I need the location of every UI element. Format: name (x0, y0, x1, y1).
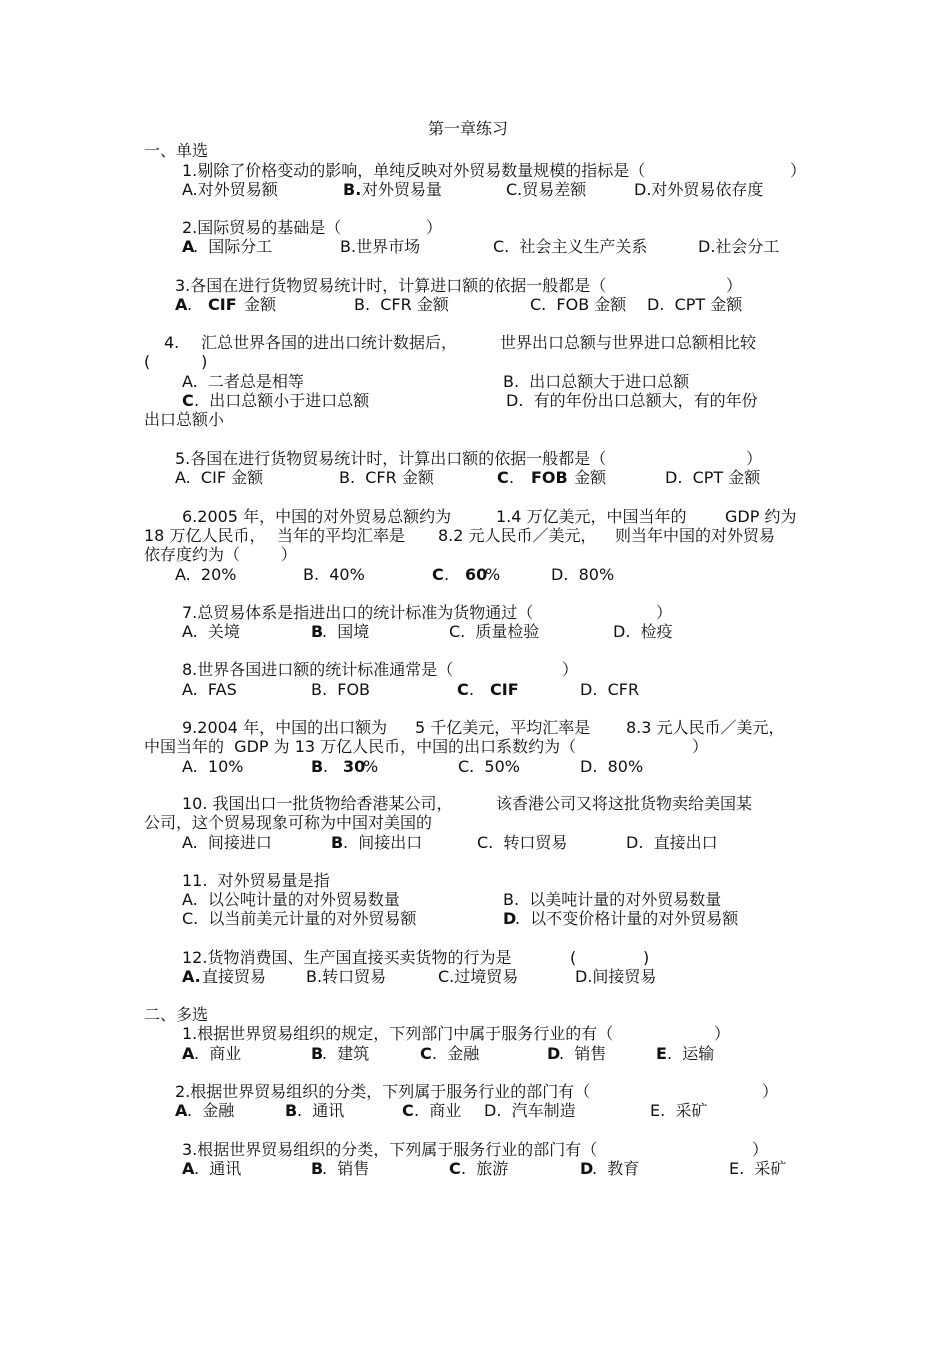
q7-stem: 7.总贸易体系是指进出口的统计标准为货物通过（ (182, 603, 534, 622)
q3-option-a-dot: . (187, 295, 193, 314)
q6-line2c: 8.2 元人民币／美元， (438, 526, 597, 545)
q7-option-c: C. 质量检验 (449, 622, 540, 641)
q3-option-b: B. CFR 金额 (354, 295, 449, 314)
m2-option-e: E. 采矿 (650, 1101, 708, 1120)
q11-option-d-key: D (503, 909, 517, 928)
m2-option-c-key: C (402, 1101, 414, 1120)
q6-option-c-key: C (432, 565, 444, 584)
m3-option-d: . 教育 (592, 1159, 640, 1178)
q5-option-b: B. CFR 金额 (339, 468, 434, 487)
q2-close-paren: ） (426, 218, 443, 237)
q9-line1b: 5 千亿美元，平均汇率是 (415, 718, 591, 737)
q2-option-c: C. 社会主义生产关系 (493, 237, 648, 256)
m2-option-a: . 金融 (187, 1101, 235, 1120)
q4-option-d-continued: 出口总额小 (144, 410, 225, 429)
q6-line2a: 18 万亿人民币， (144, 526, 266, 545)
m3-option-c: . 旅游 (461, 1159, 509, 1178)
q6-line1a: 6.2005 年，中国的对外贸易总额约为 (182, 507, 452, 526)
q8-option-c-value: CIF (490, 680, 519, 699)
m1-stem: 1.根据世界贸易组织的规定，下列部门中属于服务行业的有（ (182, 1024, 614, 1043)
m1-option-d-key: D (547, 1044, 561, 1063)
q9-option-b-dot: . (323, 757, 329, 776)
q3-option-d: D. CPT 金额 (647, 295, 743, 314)
section-single-choice: 一、单选 (144, 141, 209, 160)
m1-option-a-key: A (182, 1044, 195, 1063)
m2-option-a-key: A (175, 1101, 188, 1120)
q6-option-c-dot: . (444, 565, 450, 584)
q3-option-c: C. FOB 金额 (530, 295, 627, 314)
q11-option-d: . 以不变价格计量的对外贸易额 (515, 909, 739, 928)
q5-stem: 5.各国在进行货物贸易统计时，计算出口额的依据一般都是（ (175, 449, 607, 468)
q11-option-c: C. 以当前美元计量的对外贸易额 (182, 909, 417, 928)
q9-option-d: D. 80% (580, 757, 644, 776)
q10-option-a: A. 间接进口 (182, 833, 272, 852)
q4-option-c: . 出口总额小于进口总额 (194, 391, 370, 410)
q11-option-b: B. 以美吨计量的对外贸易数量 (503, 890, 722, 909)
m2-close-paren: ） (762, 1082, 779, 1101)
q1-option-a: A.对外贸易额 (182, 180, 278, 199)
m2-option-c: . 商业 (414, 1101, 462, 1120)
m2-stem: 2.根据世界贸易组织的分类，下列属于服务行业的部门有（ (175, 1082, 591, 1101)
m3-option-c-key: C (449, 1159, 461, 1178)
q9-option-b-value: 30 (343, 757, 366, 776)
q4-option-d: D. 有的年份出口总额大，有的年份 (506, 391, 758, 410)
m1-option-e-key: E (656, 1044, 667, 1063)
m1-option-a: . 商业 (194, 1044, 242, 1063)
section-multi-choice: 二、多选 (144, 1005, 209, 1024)
q10-option-d: D. 直接出口 (626, 833, 718, 852)
q4-stem: 汇总世界各国的进出口统计数据后， (201, 333, 458, 352)
q10-line2: 公司，这个贸易现象可称为中国对美国的 (144, 813, 433, 832)
m1-option-c: . 金融 (432, 1044, 480, 1063)
q7-close-paren: ） (656, 603, 673, 622)
q12-close-paren: ) (643, 948, 650, 967)
q12-option-b: B.转口贸易 (306, 967, 387, 986)
q5-option-c-rest: 金额 (569, 468, 607, 487)
q5-option-c-dot: . (509, 468, 515, 487)
q1-option-b: 对外贸易量 (362, 180, 443, 199)
q12-option-c: C.过境贸易 (438, 967, 519, 986)
q7-option-d: D. 检疫 (613, 622, 673, 641)
q3-option-a-key: A (175, 295, 188, 314)
q1-close-paren: ） (790, 161, 807, 180)
m3-close-paren: ） (752, 1140, 769, 1159)
q3-close-paren: ） (726, 276, 743, 295)
q2-option-a-key: A (182, 237, 195, 256)
q8-stem: 8.世界各国进口额的统计标准通常是（ (182, 660, 454, 679)
m2-option-b-key: B (285, 1101, 298, 1120)
m3-option-b-key: B (311, 1159, 324, 1178)
m1-close-paren: ） (714, 1024, 731, 1043)
q2-option-b: B.世界市场 (340, 237, 421, 256)
q6-option-b: B. 40% (303, 565, 365, 584)
q2-option-d: D.社会分工 (698, 237, 780, 256)
q8-option-c-dot: . (469, 680, 475, 699)
m1-option-c-key: C (420, 1044, 432, 1063)
q12-option-d: D.间接贸易 (575, 967, 657, 986)
q6-line1b: 1.4 万亿美元，中国当年的 (496, 507, 687, 526)
q9-option-b-key: B (311, 757, 324, 776)
q4-paren: ( ) (144, 352, 208, 371)
q1-option-d: D.对外贸易依存度 (634, 180, 764, 199)
m1-option-d: . 销售 (559, 1044, 607, 1063)
q2-option-a: . 国际分工 (193, 237, 273, 256)
q3-option-a-cif: CIF (208, 295, 237, 314)
q6-option-c-percent: % (485, 565, 501, 584)
q2-stem: 2.国际贸易的基础是（ (182, 218, 342, 237)
q4-option-a: A. 二者总是相等 (182, 372, 304, 391)
q4-number: 4. (164, 333, 180, 352)
q8-option-a: A. FAS (182, 680, 237, 699)
q1-option-c: C.贸易差额 (506, 180, 587, 199)
q5-close-paren: ） (746, 449, 763, 468)
q6-line2d: 则当年中国的对外贸易 (615, 526, 776, 545)
q1-stem: 1.剔除了价格变动的影响，单纯反映对外贸易数量规模的指标是（ (182, 161, 646, 180)
q9-line1c: 8.3 元人民币／美元， (626, 718, 785, 737)
m1-option-e: . 运输 (667, 1044, 715, 1063)
m1-option-b: . 建筑 (322, 1044, 370, 1063)
q9-line2: 中国当年的 GDP 为 13 万亿人民币，中国的出口系数约为（ (144, 737, 577, 756)
q9-line1a: 9.2004 年，中国的出口额为 (182, 718, 388, 737)
q12-open-paren: ( (570, 948, 577, 967)
q7-option-a: A. 关境 (182, 622, 240, 641)
q5-option-c-fob: FOB (531, 468, 568, 487)
q6-line3: 依存度约为（ ） (144, 545, 297, 564)
m3-option-a-key: A (182, 1159, 195, 1178)
q6-option-a: A. 20% (175, 565, 237, 584)
q10-line1a: 10. 我国出口一批货物给香港某公司， (182, 794, 453, 813)
m3-option-a: . 通讯 (194, 1159, 242, 1178)
m2-option-b: . 通讯 (297, 1101, 345, 1120)
q12-stem: 12.货物消费国、生产国直接买卖货物的行为是 (182, 948, 512, 967)
m1-option-b-key: B (311, 1044, 324, 1063)
q4-option-c-key: C (182, 391, 194, 410)
q5-option-a: A. CIF 金额 (175, 468, 264, 487)
q9-close-paren: ） (692, 737, 709, 756)
q6-option-c-value: 60 (465, 565, 488, 584)
m3-option-e: E. 采矿 (729, 1159, 787, 1178)
q10-option-b-key: B (331, 833, 344, 852)
q10-option-c: C. 转口贸易 (477, 833, 568, 852)
q9-option-c: C. 50% (458, 757, 520, 776)
q6-line2b: 当年的平均汇率是 (277, 526, 406, 545)
q7-option-b-key: B (311, 622, 324, 641)
q9-option-a: A. 10% (182, 757, 244, 776)
q4-stem-continued: 世界出口总额与世界进口总额相比较 (500, 333, 757, 352)
m3-option-d-key: D (580, 1159, 594, 1178)
q6-option-d: D. 80% (551, 565, 615, 584)
m2-option-d: D. 汽车制造 (484, 1101, 576, 1120)
q7-option-b: . 国境 (322, 622, 370, 641)
q5-option-c-key: C (497, 468, 509, 487)
page-title: 第一章练习 (428, 119, 509, 138)
q12-option-a: 直接贸易 (202, 967, 267, 986)
q12-option-a-key: A. (182, 967, 201, 986)
q8-option-c-key: C (457, 680, 469, 699)
q8-option-b: B. FOB (311, 680, 371, 699)
q3-option-a-rest: 金额 (239, 295, 277, 314)
q5-option-d: D. CPT 金额 (665, 468, 761, 487)
q11-stem: 11. 对外贸易量是指 (182, 871, 330, 890)
q3-stem: 3.各国在进行货物贸易统计时，计算进口额的依据一般都是（ (175, 276, 607, 295)
q11-option-a: A. 以公吨计量的对外贸易数量 (182, 890, 400, 909)
q8-close-paren: ） (562, 660, 579, 679)
q9-option-b-percent: % (363, 757, 379, 776)
q6-line1c: GDP 约为 (725, 507, 797, 526)
q10-line1b: 该香港公司又将这批货物卖给美国某 (496, 794, 753, 813)
q4-option-b: B. 出口总额大于进口总额 (503, 372, 690, 391)
q10-option-b: . 间接出口 (343, 833, 423, 852)
m3-stem: 3.根据世界贸易组织的分类，下列属于服务行业的部门有（ (182, 1140, 598, 1159)
q8-option-d: D. CFR (580, 680, 640, 699)
q1-option-b-key: B. (343, 180, 362, 199)
m3-option-b: . 销售 (322, 1159, 370, 1178)
